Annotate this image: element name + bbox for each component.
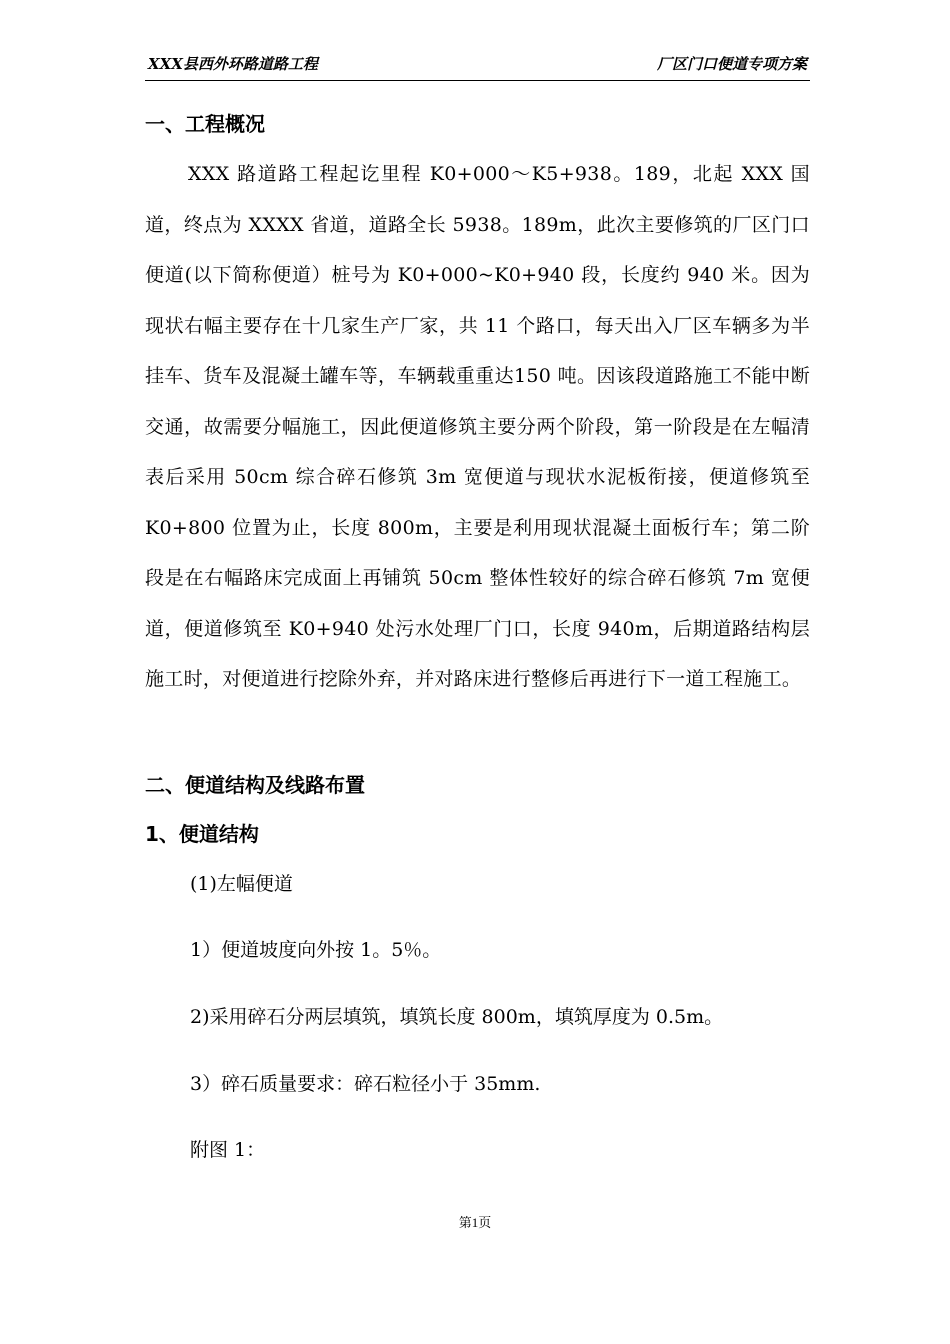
section-1-heading: 一、工程概况 — [145, 112, 265, 136]
header-document-title: 厂区门口便道专项方案 — [656, 55, 807, 73]
list-item-figure-label: 附图 1： — [190, 1139, 266, 1161]
list-item-left-side-road: (1)左幅便道 — [190, 873, 293, 895]
page-header — [145, 50, 810, 81]
list-item-slope: 1）便道坡度向外按 1。5％。 — [190, 939, 442, 961]
list-item-gravel-quality: 3）碎石质量要求：碎石粒径小于 35mm. — [190, 1073, 541, 1095]
header-project-title: XXX县西外环路道路工程 — [148, 55, 318, 73]
section-1-paragraph: XXX 路道路工程起讫里程 K0+000～K5+938。189，北起 XXX 国道，终点为 XXXX 省道，道路全长 5938。189m，此次主要修筑的厂区门口便道(以下简称便道）桩号为 K0+000~K0+940 段，长度约 940 米。因为现状右幅主要存在十几家生产厂家，共 11 个路口，每天出入厂区车辆多为半挂车、货车及混凝土罐车等，车辆载重重达150 吨。因该段道路施工不能中断交通，故需要分幅施工，因此便道修筑主要分两个阶段，第一阶段是在左幅清表后采用 50cm 综合碎石修筑 3m 宽便道与现状水泥板衔接，便道修筑至 K0+800 位置为止，长度 800m，主要是利用现状混凝土面板行车；第二阶段是在右幅路床完成面上再铺筑 50cm 整体性较好的综合碎石修筑 7m 宽便道，便道修筑至 K0+940 处污水处理厂门口，长度 940m，后期道路结构层施工时，对便道进行挖除外弃，并对路床进行整修后再进行下一道工程施工。 — [145, 163, 810, 690]
list-item-fill: 2)采用碎石分两层填筑，填筑长度 800m，填筑厚度为 0.5m。 — [190, 1006, 724, 1028]
subsection-1-heading: 1、便道结构 — [145, 822, 259, 846]
section-2-heading: 二、便道结构及线路布置 — [145, 773, 365, 797]
page-number: 第1页 — [458, 1215, 492, 1230]
